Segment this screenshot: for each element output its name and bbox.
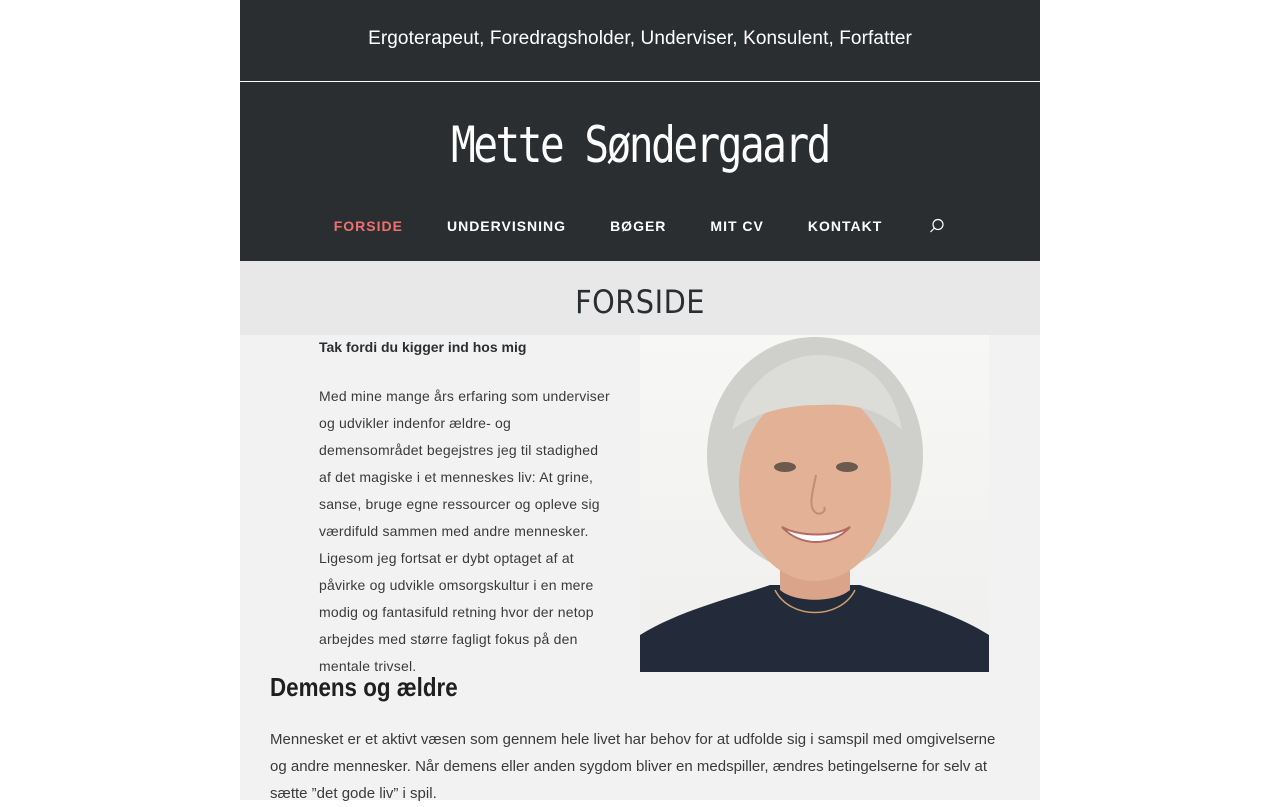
portrait-image xyxy=(640,335,989,672)
nav-item-undervisning[interactable]: UNDERVISNING xyxy=(446,218,567,234)
tagline: Ergoterapeut, Foredragsholder, Underviser, Konsulent, Forfatter xyxy=(368,28,912,49)
search-icon[interactable] xyxy=(926,216,946,236)
main-nav xyxy=(240,216,1040,236)
top-bar xyxy=(240,0,1040,82)
nav-item-boger[interactable]: BØGER xyxy=(610,218,667,234)
site-title[interactable]: Mette Søndergaard xyxy=(451,116,829,174)
intro-text: Med mine mange års erfaring som underviser og udvikler indenfor ældre- og demensområdet begejstres jeg til stadighed af det magiske i et menneskes liv: At grine, sanse, bruge egne ressourcer og opleve sig værdifuld sammen med andre mennesker. Ligesom jeg fortsat er dybt optaget af at påvirke og udvikle omsorgskultur i en mere modig og fantasifuld retning hvor der netop arbejdes med større fagligt fokus på den mentale trivsel. xyxy=(319,388,610,674)
page-title-band xyxy=(240,261,1040,335)
nav-item-forside[interactable]: FORSIDE xyxy=(333,218,403,234)
nav-item-mit-cv[interactable]: MIT CV xyxy=(710,218,764,234)
site-header xyxy=(240,82,1040,261)
main-content xyxy=(240,335,1040,800)
intro-heading: Tak fordi du kigger ind hos mig xyxy=(319,339,527,355)
page-title: FORSIDE xyxy=(575,283,705,321)
section-heading: Demens og ældre xyxy=(270,672,458,702)
nav-item-kontakt[interactable]: KONTAKT xyxy=(807,218,883,234)
page xyxy=(240,0,1040,800)
section-text: Mennesket er et aktivt væsen som gennem hele livet har behov for at udfolde sig i samspil med omgivelserne og andre mennesker. Når demens eller anden sygdom bliver en medspiller, ændres betingelserne for selv at sætte ”det gode liv” i spil. xyxy=(270,731,996,802)
